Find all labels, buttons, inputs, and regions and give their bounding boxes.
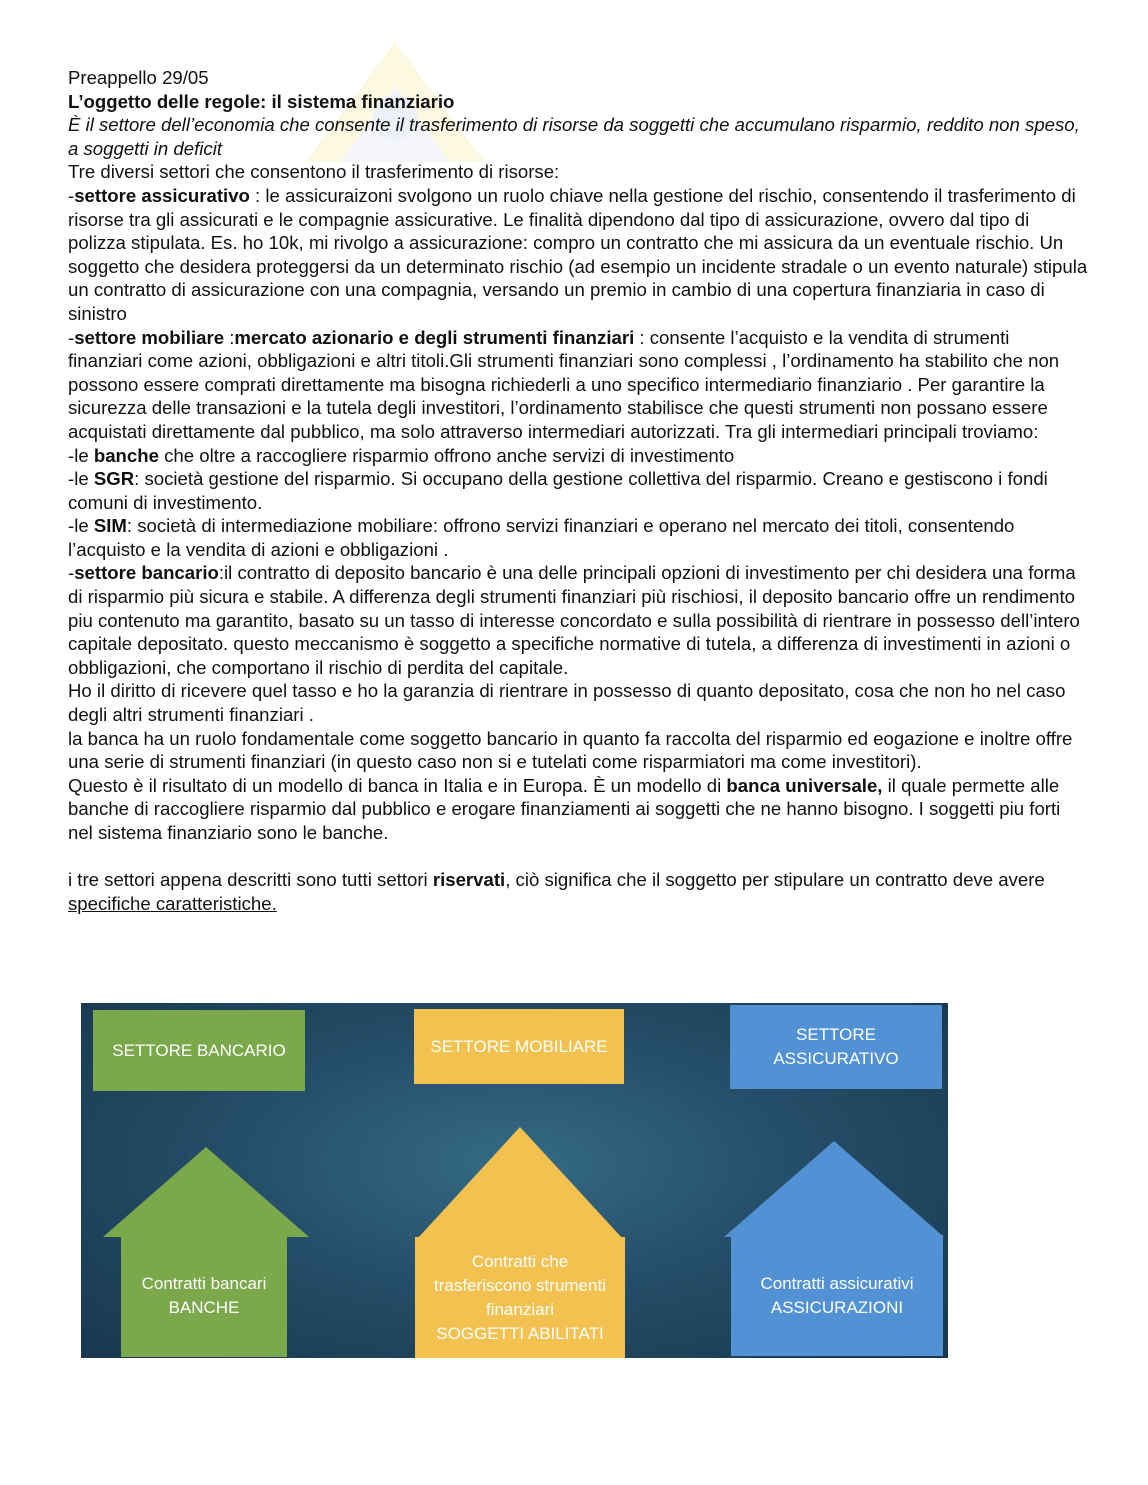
box-line: Contratti che [471,1252,569,1271]
mobiliare-text: : consente l’acquisto e la vendita di strumenti finanziari come azioni, obbligazioni e altri titoli.Gli strumenti finanziari sono complessi , l’ordinamento ha stabilito che non possono essere comprati direttamente ma bisogna richiederli a uno specifico intermediario finanziario . Per garantire la sicurezza delle transazioni e la tutela degli investitori, l’ordinamento stabilisce che questi strumenti non possano essere acquistati direttamente dal pubblico, ma solo attraverso intermediari autorizzati. Tra gli intermediari principali troviamo: [68,326,1060,442]
term-banche: banche [93,444,159,466]
paragraph-bancario [68,561,1088,679]
page-title: L’oggetto delle regole: il sistema finanziario [68,90,455,112]
box-line: BANCHE [168,1298,240,1317]
term-mercato-azionario: mercato azionario e degli strumenti finanziari [234,326,635,348]
list-item-sim [68,514,1088,561]
box-line: Contratti assicurativi [760,1273,914,1293]
box-contratti-mobiliari [415,1237,625,1358]
paragraph-mobiliare [68,326,1088,444]
term-settore-mobiliare: settore mobiliare [74,326,225,348]
box-settore-mobiliare [414,1009,624,1084]
box-label: SETTORE MOBILIARE [430,1036,608,1056]
blank-line [68,845,1088,869]
arrow-up-green [101,1147,311,1237]
definition [68,113,1088,160]
list-item-text: : società di intermediazione mobiliare: offrono servizi finanziari e operano nel mercato dei titoli, consentendo l’acquisto e la vendita di azioni e obbligazioni . [68,515,1015,560]
term-settore-assicurativo: settore assicurativo [74,184,250,206]
list-item-text: : società gestione del risparmio. Si occupano della gestione collettiva del risparmio. Creano e gestiscono i fondi comuni di investimento. [68,468,1048,513]
box-contratti-bancari-body [121,1235,287,1357]
box-label-line1: SETTORE [796,1025,876,1044]
paragraph-banca: la banca ha un ruolo fondamentale come soggetto bancario in quanto fa raccolta del risparmio ed eogazione e inoltre offre una serie di strumenti finanziari (in questo caso non si e tutelati come risparmiatori ma come investitori). [68,727,1073,773]
box-label-line2: ASSICURATIVO [773,1049,899,1068]
paragraph-modello [68,774,1088,845]
underlined-caratteristiche: specifiche caratteristiche. [68,892,277,914]
list-prefix: -le [68,515,94,537]
term-sim: SIM [93,515,127,537]
paragraph-assicurativo [68,184,1088,326]
box-label: SETTORE BANCARIO [112,1040,286,1060]
document-body [68,66,1088,915]
bancario-text: :il contratto di deposito bancario è una delle principali opzioni di investimento per chi desidera una forma di risparmio più sicura e stabile. A differenza degli strumenti finanziari più rischiosi, il deposito bancario offre un rendimento piu contenuto ma garantito, basato su un tasso di interesse concordato e sulla possibilità di rientrare in possesso dell’intero capitale depositato. questo meccanismo è soggetto a specifiche normative di tutela, a differenza di investimenti in azioni o obbligazioni, che comportano il rischio di perdita del capitale. [68,562,1080,678]
intro-line: Tre diversi settori che consentono il trasferimento di risorse: [68,161,560,183]
box-line: Contratti bancari [141,1274,267,1293]
sectors-diagram [81,1003,948,1358]
paragraph-diritto: Ho il diritto di ricevere quel tasso e ho la garanzia di rientrare in possesso di quanto depositato, cosa che non ho nel caso degli altri strumenti finanziari . [68,680,1066,726]
box-settore-bancario [93,1010,305,1091]
modello-before: Questo è il risultato di un modello di banca in Italia e in Europa. È un modello di [68,774,727,796]
list-item-banche [68,444,1088,468]
list-prefix: -le [68,468,94,490]
box-contratti-assicurativi [731,1235,943,1356]
term-banca-universale: banca universale, [726,774,883,796]
arrow-up-blue [722,1141,946,1237]
box-line: SOGGETTI ABILITATI [436,1324,604,1343]
box-line: trasferiscono strumenti [434,1276,606,1295]
term-settore-bancario: settore bancario [74,562,219,584]
bullet-prefix: - [68,562,75,584]
assicurativo-text: : le assicuraizoni svolgono un ruolo chiave nella gestione del rischio, consentendo il trasferimento di risorse tra gli assicurati e le compagnie assicurative. Le finalità dipendono dal tipo di assicurazione, ovvero dal tipo di polizza stipulata. Es. ho 10k, mi rivolgo a assicurazione: compro un contratto che mi assicura da un eventuale rischio. Un soggetto che desidera proteggersi da un determinato rischio (ad esempio un incidente stradale o un evento naturale) stipula un contratto di assicurazione con una compagnia, versando un premio in cambio di una copertura finanziaria in caso di sinistro [68,184,1088,324]
list-item-text: che oltre a raccogliere risparmio offrono anche servizi di investimento [158,444,735,466]
riservati-middle: , ciò significa che il soggetto per stipulare un contratto deve avere [505,869,1045,891]
term-riservati: riservati [432,869,506,891]
box-line: ASSICURAZIONI [770,1297,904,1317]
modello-after: il quale permette alle banche di raccogliere risparmio dal pubblico e erogare finanziamenti ai soggetti che ne hanno bisogno. I soggetti piu forti nel sistema finanziario sono le banche. [68,774,1061,843]
arrow-up-yellow [415,1127,625,1239]
bullet-prefix: - [68,184,75,206]
definition-text: È il settore dell’economia che consente il trasferimento di risorse da soggetti che accumulano risparmio, reddito non speso, a soggetti in deficit [68,114,1080,159]
box-line: finanziari [485,1300,555,1319]
date-line: Preappello 29/05 [68,67,209,88]
separator: : [224,326,235,348]
bullet-prefix: - [68,326,75,348]
term-sgr: SGR [93,468,135,490]
list-prefix: -le [68,444,94,466]
riservati-before: i tre settori appena descritti sono tutti settori [68,869,433,891]
box-settore-assicurativo [730,1005,942,1089]
paragraph-riservati [68,868,1088,915]
list-item-sgr [68,467,1088,514]
